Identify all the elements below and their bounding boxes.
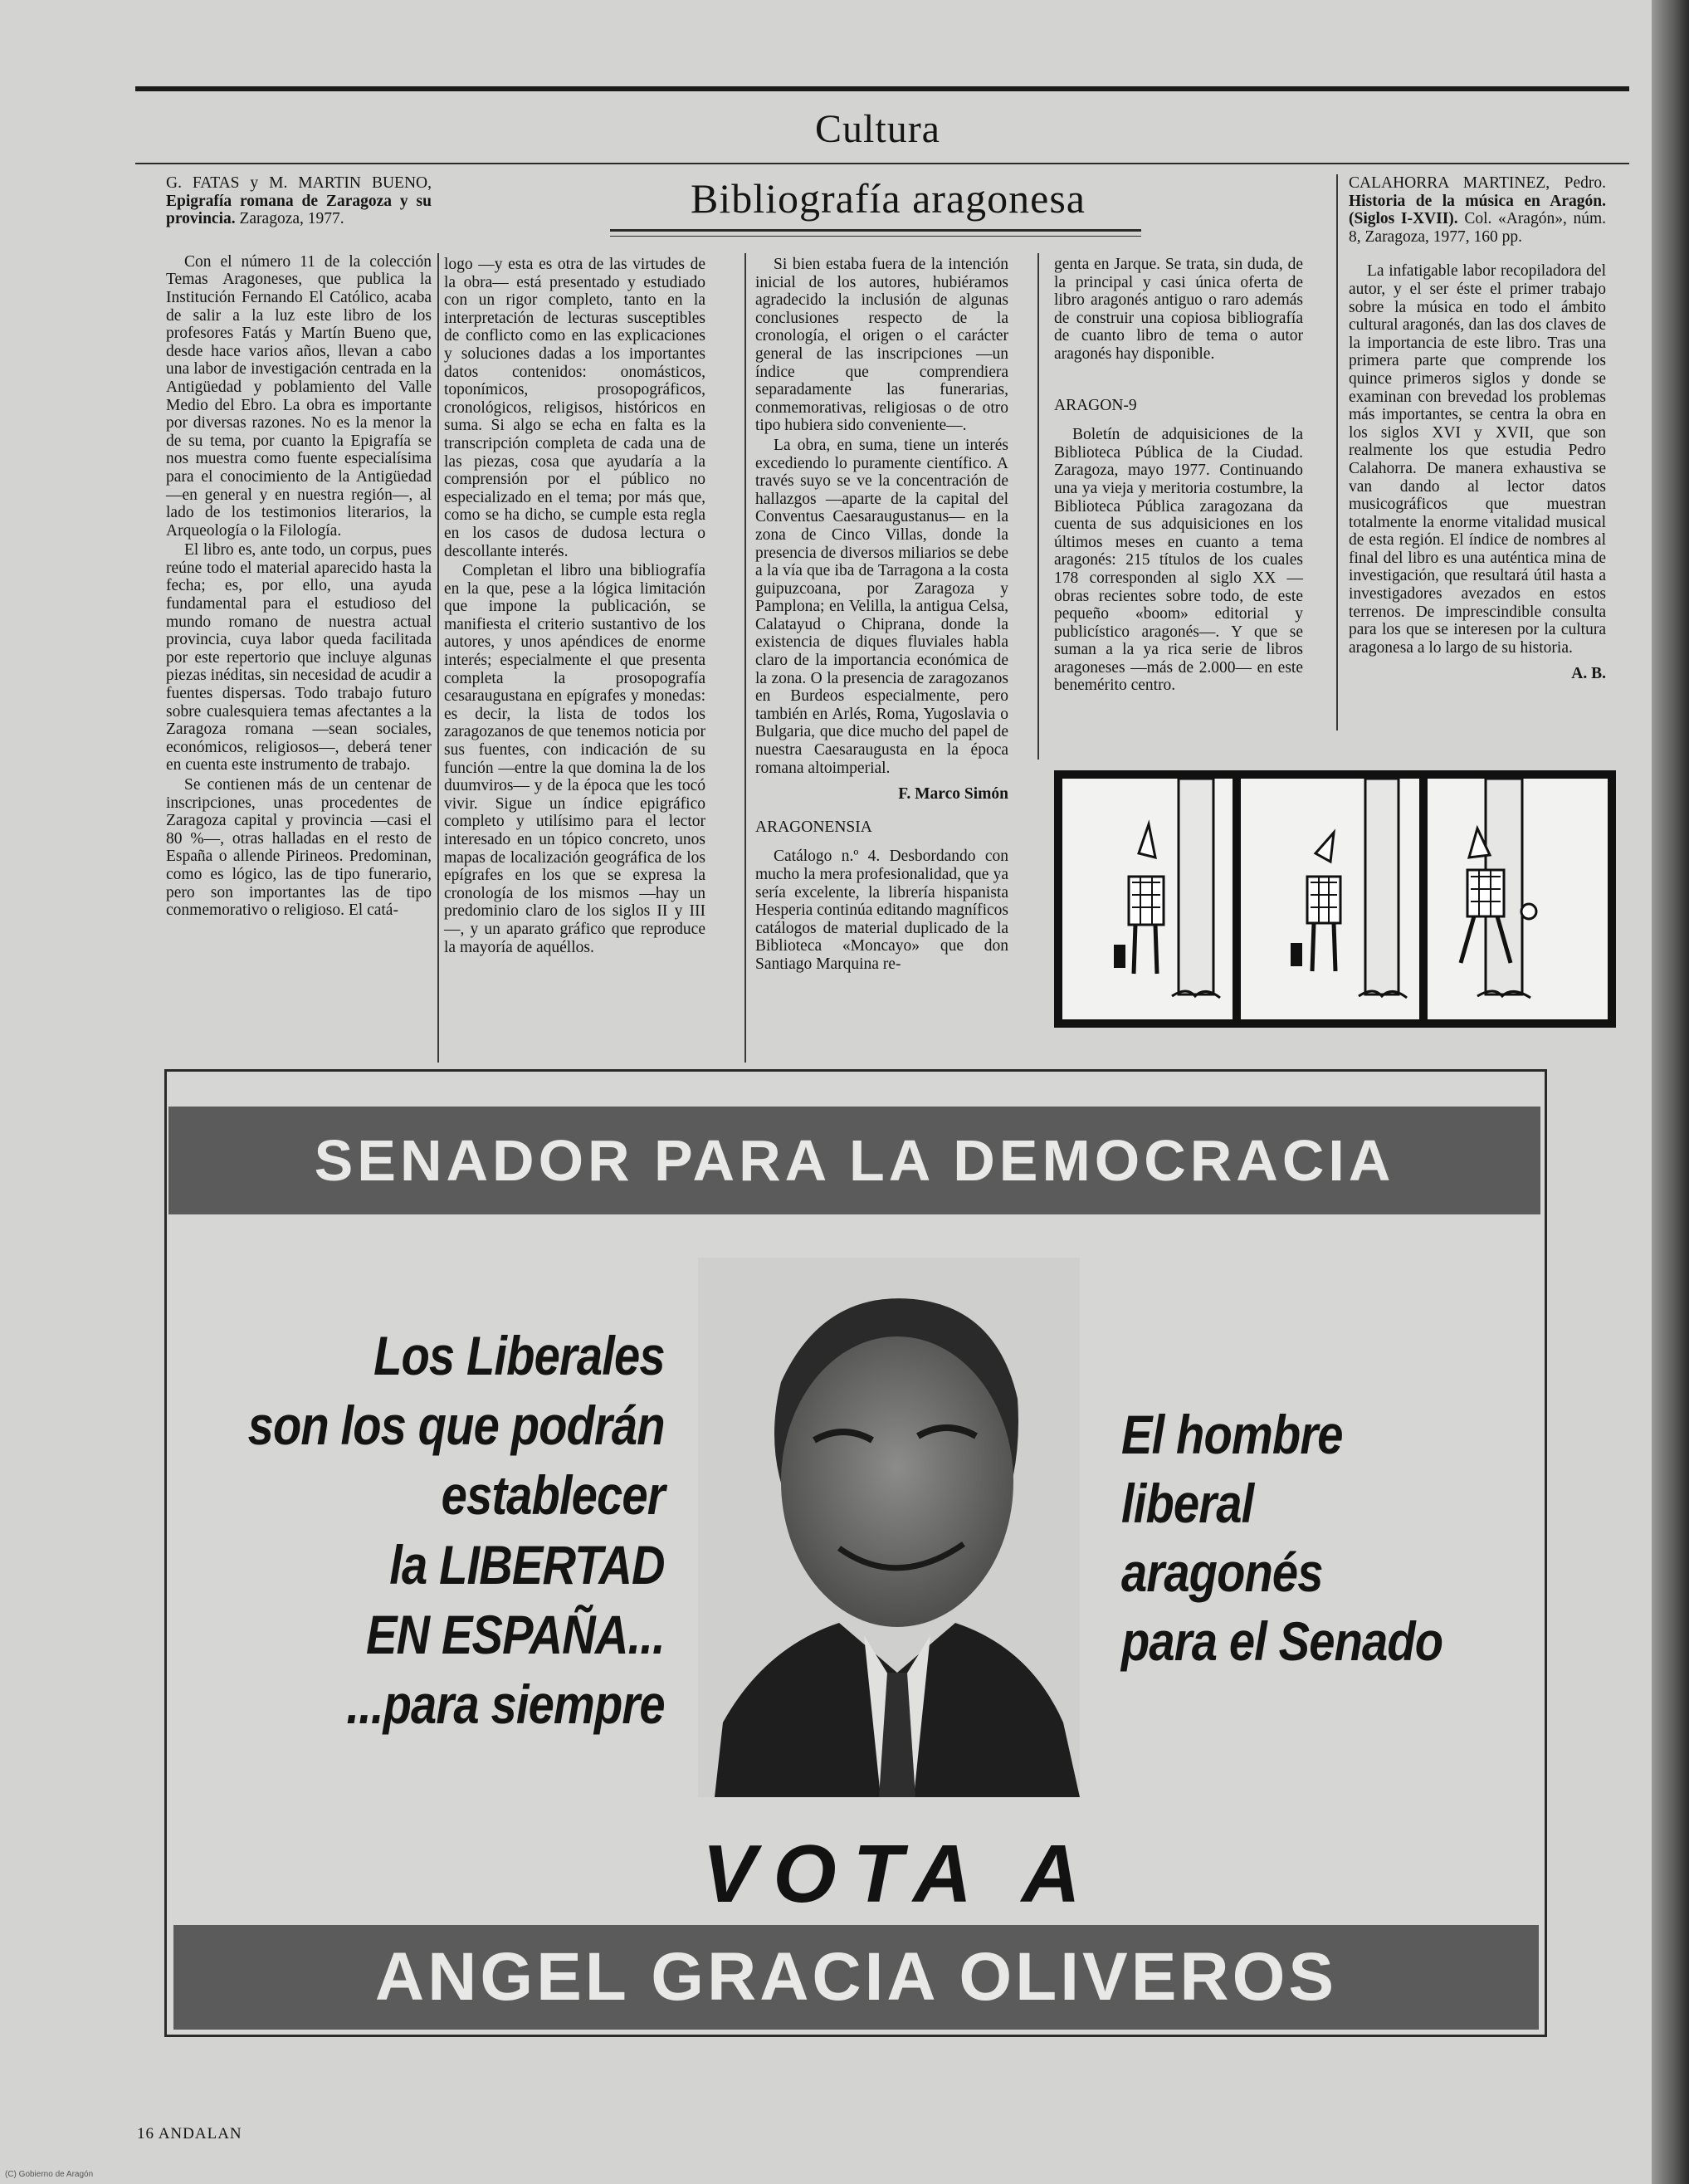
- column-4: [1054, 256, 1303, 696]
- comic-strip: [1054, 770, 1616, 1028]
- column-3: [755, 256, 1008, 975]
- column-rule: [744, 253, 746, 1063]
- paragraph: logo —y esta es otra de las virtudes de la obra— está presentado y estudiado con un rigor completo, tanto en la interpretación de lecturas susceptibles de conflicto como en las explicaciones y soluciones dadas a los importantes datos contenidos: onomásticos, toponímicos, prosopográficos, cronológicos, religisos, históricos en suma. Si algo se echa en falta es la transcripción completa de cada una de las piezas, cosa que ayudaría a la comprensión por el público no especializado en el tema; por más que, como se ha dicho, se cumple esta regla en los casos de dudosa lectura o descollante interés.: [444, 256, 705, 560]
- column-rule: [437, 253, 439, 1063]
- bib-authors: G. FATAS y M. MARTIN BUENO,: [166, 174, 432, 192]
- bib-authors: CALAHORRA MARTINEZ, Pedro.: [1349, 174, 1606, 192]
- signature: A. B.: [1571, 665, 1606, 683]
- bib-entry-2: [1349, 174, 1606, 246]
- column-1: [166, 174, 432, 921]
- candidate-photo: [698, 1258, 1080, 1797]
- column-5: [1349, 174, 1606, 696]
- image-credit: (C) Gobierno de Aragón: [5, 2170, 94, 2179]
- column-rule: [1336, 174, 1338, 730]
- subhead: ARAGON-9: [1054, 396, 1137, 414]
- headline: Bibliografía aragonesa: [691, 175, 1086, 222]
- bib-entry-1: [166, 174, 432, 228]
- headline-rule: [610, 229, 1141, 232]
- paragraph: El libro es, ante todo, un corpus, pues reúne todo el material aparecido hasta la fecha; es, por ello, una ayuda fundamental para el estudioso del mundo romano de nuestra actual provincia, cuya labor queda facilitada por este repertorio que incluye algunas piezas inéditas, sin necesidad de acudir a fuentes dispersas. Todo trabajo futuro sobre cualesquiera temas afectantes a la Zaragoza romana —sean sociales, económicos, religiosos—, deberá tener en cuenta este instrumento de trabajo.: [166, 541, 432, 774]
- comic-drawing-2: [1241, 779, 1419, 1019]
- paragraph: La obra, en suma, tiene un interés excediendo lo puramente científico. A través suyo se ve la concentración de hallazgos —aparte de la capital del Conventus Caesaraugustanus— en la zona de Cinco Villas, donde la presencia de diversos miliarios se debe a la vía que iba de Tarragona a la costa guipuzcoana, por Zaragoza y Pamplona; en Velilla, la antigua Celsa, Calatayud o Chiprana, donde la existencia de diques fluviales habla claro de la importancia económica de la zona. O la presencia de zaragozanos en Burdeos especialmente, pero también en Arlés, Roma, Yugoslavia o Bulgaria, que dice mucho del papel de nuestra Caesaraugusta en la época romana altoimperial.: [755, 436, 1008, 777]
- signature: F. Marco Simón: [898, 785, 1008, 804]
- page-footer: 16 ANDALAN: [137, 2125, 242, 2142]
- candidate-name-banner: ANGEL GRACIA OLIVEROS: [173, 1925, 1539, 2030]
- column-2: [444, 256, 705, 958]
- bib-title: Epigrafía romana de Zaragoza y su provincia.: [166, 192, 432, 228]
- headline-rule-thin: [610, 236, 1141, 237]
- subhead: ARAGONENSIA: [755, 818, 872, 836]
- column-rule: [1037, 253, 1039, 760]
- section-rule: [135, 163, 1629, 164]
- paragraph: Se contienen más de un centenar de inscripciones, unas procedentes de Zaragoza capital y provincia —casi el 80 %—, otras halladas en el resto de España o allende Pirineos. Predominan, como es lógico, las de tipo funerario, pero son importantes las de tipo conmemorativo o religioso. El catá-: [166, 776, 432, 920]
- bib-title: Historia de la música en Aragón. (Siglos I-XVII).: [1349, 192, 1606, 228]
- paragraph: genta en Jarque. Se trata, sin duda, de la principal y casi única oferta de libro aragonés antiguo o raro además de construir una copiosa bibliografía de cuanto libro de tema o autor aragonés hay disponible.: [1054, 256, 1303, 363]
- paragraph: Completan el libro una bibliografía en la que, pese a la lógica limitación que impone la publicación, se manifiesta el criterio sustantivo de los autores, y unos apéndices de enorme interés; especialmente el que presenta completa la prosopografía cesaraugustana en epígrafes y monedas: es decir, la lista de todos los zaragozanos de que tenemos noticia por sus fuentes, con indicación de su función —entre la que domina la de los duumviros— y de la época que les tocó vivir. Sigue un índice epigráfico completo y utilísimo para el lector interesado en un tópico concreto, unos mapas de localización geográfica de los epígrafes en los que se expresa la cronología de los mismos —hay un predominio claro de los siglos II y III—, y un aparato gráfico que reproduce la mayoría de aquéllos.: [444, 562, 705, 956]
- comic-drawing-1: [1062, 779, 1233, 1019]
- comic-panel-3: [1428, 779, 1608, 1019]
- candidate-portrait-image: [698, 1258, 1080, 1797]
- comic-drawing-3: [1428, 779, 1608, 1019]
- bib-publication: Col. «Aragón», núm. 8, Zaragoza, 1977, 160 pp.: [1349, 210, 1607, 246]
- paragraph: Con el número 11 de la colección Temas Aragoneses, que publica la Institución Fernando El Católico, acaba de salir a la luz este libro de los profesores Fatás y Martín Bueno que, desde hace varios años, llevan a cabo una labor de investigación centrada en la Antigüedad y poblamiento del Valle Medio del Ebro. La obra es importante por diversas razones. No es la menor la de su tema, por cuanto la Epigrafía se nos muestra como fuente especialísima para el conocimiento de la Antigüedad —en general y en nuestra región—, al lado de los testimonios literarios, la Arqueología o la Filología.: [166, 252, 432, 540]
- section-title: Cultura: [815, 107, 940, 151]
- page-edge: [1652, 0, 1689, 2184]
- paragraph: Catálogo n.º 4. Desbordando con mucho la mera profesionalidad, que ya sería excelente, la librería hispanista Hesperia continúa editando magníficos catálogos de material duplicado de la Biblioteca «Moncayo» que don Santiago Marquina re-: [755, 848, 1008, 973]
- left-slogan: Los Liberales son los que podrán establecer la LIBERTAD EN ESPAÑA... ...para siempre: [247, 1325, 665, 1735]
- bib-publication: Zaragoza, 1977.: [239, 210, 344, 228]
- paragraph: Si bien estaba fuera de la intención inicial de los autores, hubiéramos agradecido la inclusión de algunas conclusiones respecto de la cronología, el origen o el carácter general de las inscripciones —un índice que comprendiera separadamente las funerarias, conmemorativas, religiosas o de otro tipo hubiera sido conveniente—.: [755, 256, 1008, 435]
- right-slogan: El hombre liberal aragonés para el Senado: [1121, 1404, 1443, 1672]
- paragraph: La infatigable labor recopiladora del autor, y el ser éste el primer trabajo sobre la música en todo el ámbito cultural aragonés, dan las dos claves de la importancia de este libro. Tras una primera parte que comprende los quince primeros siglos y donde se examinan con brevedad los problemas más importantes, se centra la obra en los siglos XVI y XVII, que son realmente los que estudia Pedro Calahorra. De manera exhaustiva se van dando al lector datos musicográficos que muestran totalmente la enorme vitalidad musical de esta región. El índice de nombres al final del libro es una auténtica mina de investigación, que resultará útil hasta a investigadores avezados en estos terrenos. De imprescindible consulta para los que se interesen por la cultura aragonesa a lo largo de su historia.: [1349, 262, 1606, 657]
- paragraph: Boletín de adquisiciones de la Biblioteca Pública de la Ciudad. Zaragoza, mayo 1977. Continuando una ya vieja y meritoria costumbre, la Biblioteca Pública zaragozana da cuenta de sus adquisiciones en los últimos meses en cuanto a tema aragonés: 215 títulos de los cuales 178 corresponden al siglo XX —obras recientes sobre todo, de este pequeño «boom» editorial y publicístico aragonés—. Y que se suman a la ya rica serie de libros aragoneses —más de 2.000— en este benemérito centro.: [1054, 426, 1303, 695]
- election-advert: [164, 1069, 1547, 2037]
- top-rule: [135, 86, 1629, 91]
- comic-panel-2: [1241, 779, 1419, 1019]
- vote-heading: VOTA A: [702, 1828, 1097, 1919]
- comic-panel-1: [1062, 779, 1233, 1019]
- advert-top-banner: SENADOR PARA LA DEMOCRACIA: [168, 1107, 1540, 1214]
